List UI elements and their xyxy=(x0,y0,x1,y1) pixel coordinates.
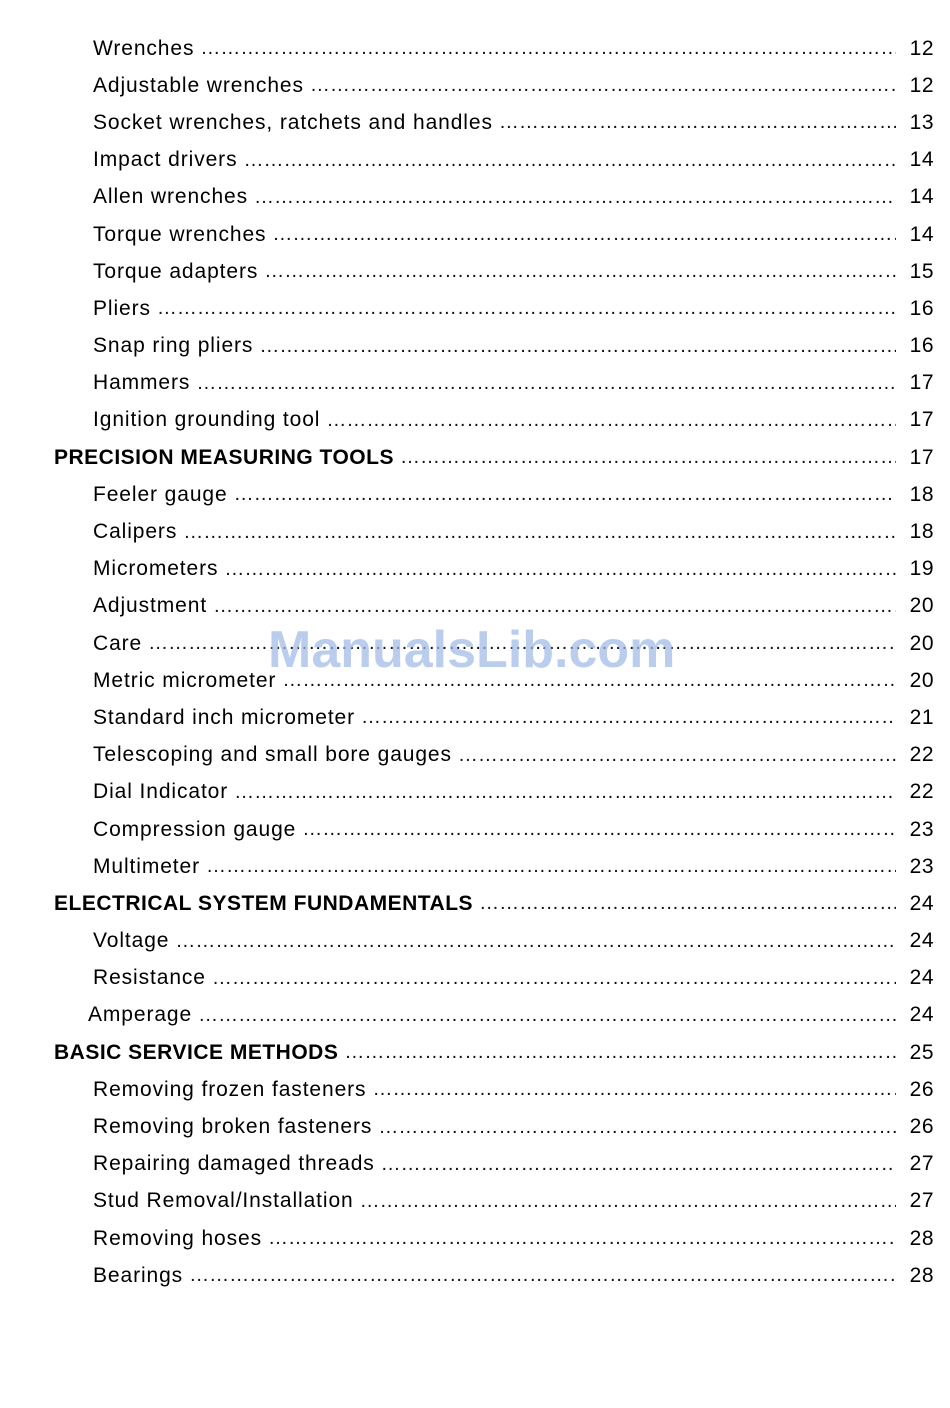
toc-entry[interactable] xyxy=(0,1071,950,1108)
toc-dot-leader xyxy=(259,335,896,358)
toc-page-number: 24 xyxy=(909,891,934,915)
toc-dot-leader xyxy=(196,372,896,395)
toc-section-heading[interactable] xyxy=(0,885,950,922)
toc-dot-leader xyxy=(499,111,896,134)
toc-entry-title: Removing frozen fasteners xyxy=(93,1077,367,1101)
toc-entry-title: Amperage xyxy=(88,1003,193,1027)
toc-page-number: 23 xyxy=(909,817,934,841)
toc-page-number: 12 xyxy=(909,36,934,60)
toc-page-number: 27 xyxy=(909,1189,934,1213)
toc-dot-leader xyxy=(206,855,896,878)
toc-entry-title: Standard inch micrometer xyxy=(93,705,356,729)
toc-page-number: 26 xyxy=(909,1115,934,1139)
toc-entry[interactable] xyxy=(0,588,950,625)
toc-page-number: 28 xyxy=(909,1226,934,1250)
toc-dot-leader xyxy=(272,223,896,246)
toc-page-number: 18 xyxy=(909,482,934,506)
toc-page-number: 28 xyxy=(909,1263,934,1287)
toc-dot-leader xyxy=(361,706,896,729)
toc-dot-leader xyxy=(400,446,896,469)
toc-dot-leader xyxy=(310,74,896,97)
toc-entry-title: Wrenches xyxy=(93,36,195,60)
toc-entry[interactable] xyxy=(0,737,950,774)
toc-entry[interactable] xyxy=(0,67,950,104)
toc-entry-title: Telescoping and small bore gauges xyxy=(93,743,452,767)
toc-entry[interactable] xyxy=(0,1108,950,1145)
toc-entry-title: Compression gauge xyxy=(93,817,297,841)
toc-dot-leader xyxy=(344,1041,896,1064)
toc-page-number: 17 xyxy=(909,445,934,469)
toc-dot-leader xyxy=(243,149,896,172)
toc-dot-leader xyxy=(212,967,896,990)
toc-page-number: 27 xyxy=(909,1152,934,1176)
watermark: ManualsLib.com xyxy=(268,621,676,679)
toc-page-number: 14 xyxy=(909,185,934,209)
toc-entry[interactable] xyxy=(0,365,950,402)
toc-page-number: 21 xyxy=(909,705,934,729)
toc-dot-leader xyxy=(458,744,896,767)
toc-dot-leader xyxy=(282,669,896,692)
toc-entry[interactable] xyxy=(0,811,950,848)
toc-dot-leader xyxy=(302,818,896,841)
toc-entry[interactable] xyxy=(0,625,950,662)
toc-entry-title: Torque adapters xyxy=(93,259,259,283)
toc-section-heading[interactable] xyxy=(0,439,950,476)
toc-entry-title: ELECTRICAL SYSTEM FUNDAMENTALS xyxy=(54,891,474,915)
toc-entry[interactable] xyxy=(0,290,950,327)
toc-dot-leader xyxy=(479,892,896,915)
toc-dot-leader xyxy=(148,632,896,655)
toc-entry[interactable] xyxy=(0,142,950,179)
toc-page-number: 22 xyxy=(909,780,934,804)
toc-entry-title: Calipers xyxy=(93,520,178,544)
toc-entry-title: Impact drivers xyxy=(93,148,238,172)
toc-page-number: 23 xyxy=(909,854,934,878)
toc-dot-leader xyxy=(268,1227,896,1250)
toc-entry[interactable] xyxy=(0,253,950,290)
toc-entry-title: Metric micrometer xyxy=(93,668,277,692)
toc-dot-leader xyxy=(189,1264,896,1287)
toc-dot-leader xyxy=(360,1190,896,1213)
toc-entry[interactable] xyxy=(0,774,950,811)
toc-entry-title: Pliers xyxy=(93,296,151,320)
toc-entry[interactable] xyxy=(0,923,950,960)
toc-page-number: 16 xyxy=(909,296,934,320)
toc-entry-title: Feeler gauge xyxy=(93,482,228,506)
toc-dot-leader xyxy=(378,1116,896,1139)
toc-page-number: 17 xyxy=(909,408,934,432)
toc-entry-title: Removing hoses xyxy=(93,1226,263,1250)
toc-entry-title: Multimeter xyxy=(93,854,201,878)
toc-dot-leader xyxy=(157,297,896,320)
toc-entry[interactable] xyxy=(0,960,950,997)
toc-dot-leader xyxy=(234,483,896,506)
toc-dot-leader xyxy=(175,930,896,953)
toc-dot-leader xyxy=(326,409,896,432)
toc-entry-title: Allen wrenches xyxy=(93,185,249,209)
toc-entry-title: Resistance xyxy=(93,966,206,990)
toc-entry-title: Bearings xyxy=(93,1263,184,1287)
toc-dot-leader xyxy=(224,558,896,581)
toc-page-number: 19 xyxy=(909,557,934,581)
toc-page-number: 20 xyxy=(909,594,934,618)
toc-dot-leader xyxy=(372,1078,896,1101)
toc-page-number: 22 xyxy=(909,743,934,767)
toc-entry-title: Dial Indicator xyxy=(93,780,229,804)
toc-entry-title: Care xyxy=(93,631,143,655)
toc-entry[interactable] xyxy=(0,179,950,216)
toc-page-number: 17 xyxy=(909,371,934,395)
toc-entry-title: Snap ring pliers xyxy=(93,334,254,358)
toc-page-number: 18 xyxy=(909,520,934,544)
toc-entry-title: Ignition grounding tool xyxy=(93,408,321,432)
toc-page-number: 13 xyxy=(909,110,934,134)
toc-entry-title: Torque wrenches xyxy=(93,222,267,246)
toc-entry-title: Adjustment xyxy=(93,594,208,618)
toc-page-number: 26 xyxy=(909,1077,934,1101)
toc-entry[interactable] xyxy=(0,662,950,699)
toc-entry-title: Stud Removal/Installation xyxy=(93,1189,354,1213)
toc-entry[interactable] xyxy=(0,1257,950,1294)
toc-entry[interactable] xyxy=(0,328,950,365)
toc-entry[interactable] xyxy=(0,997,950,1034)
toc-page-number: 24 xyxy=(909,966,934,990)
table-of-contents xyxy=(0,30,950,1294)
toc-dot-leader xyxy=(254,186,896,209)
toc-dot-leader xyxy=(213,595,896,618)
toc-page-number: 14 xyxy=(909,222,934,246)
toc-dot-leader xyxy=(234,781,896,804)
toc-page-number: 24 xyxy=(909,929,934,953)
toc-entry[interactable] xyxy=(0,476,950,513)
toc-entry-title: BASIC SERVICE METHODS xyxy=(54,1040,339,1064)
toc-entry[interactable] xyxy=(0,402,950,439)
toc-entry[interactable] xyxy=(0,104,950,141)
toc-dot-leader xyxy=(200,37,896,60)
toc-entry[interactable] xyxy=(0,848,950,885)
toc-dot-leader xyxy=(183,521,896,544)
toc-entry[interactable] xyxy=(0,30,950,67)
toc-page-number: 14 xyxy=(909,148,934,172)
toc-entry-title: Socket wrenches, ratchets and handles xyxy=(93,110,493,134)
toc-entry-title: PRECISION MEASURING TOOLS xyxy=(54,445,394,469)
toc-entry-title: Removing broken fasteners xyxy=(93,1115,373,1139)
toc-page-number: 20 xyxy=(909,668,934,692)
toc-page-number: 20 xyxy=(909,631,934,655)
toc-page-number: 16 xyxy=(909,334,934,358)
toc-dot-leader xyxy=(198,1004,896,1027)
toc-entry[interactable] xyxy=(0,216,950,253)
toc-dot-leader xyxy=(264,260,896,283)
toc-entry-title: Voltage xyxy=(93,929,170,953)
toc-page-number: 15 xyxy=(909,259,934,283)
toc-page-number: 12 xyxy=(909,73,934,97)
toc-entry-title: Hammers xyxy=(93,371,191,395)
toc-dot-leader xyxy=(381,1153,896,1176)
toc-page-number: 25 xyxy=(909,1040,934,1064)
toc-entry[interactable] xyxy=(0,699,950,736)
toc-entry[interactable] xyxy=(0,1146,950,1183)
toc-entry[interactable] xyxy=(0,551,950,588)
toc-section-heading[interactable] xyxy=(0,1034,950,1071)
toc-page-number: 24 xyxy=(909,1003,934,1027)
toc-entry[interactable] xyxy=(0,1220,950,1257)
toc-entry-title: Micrometers xyxy=(93,557,219,581)
toc-entry-title: Adjustable wrenches xyxy=(93,73,304,97)
toc-entry[interactable] xyxy=(0,1183,950,1220)
toc-entry-title: Repairing damaged threads xyxy=(93,1152,375,1176)
toc-entry[interactable] xyxy=(0,513,950,550)
